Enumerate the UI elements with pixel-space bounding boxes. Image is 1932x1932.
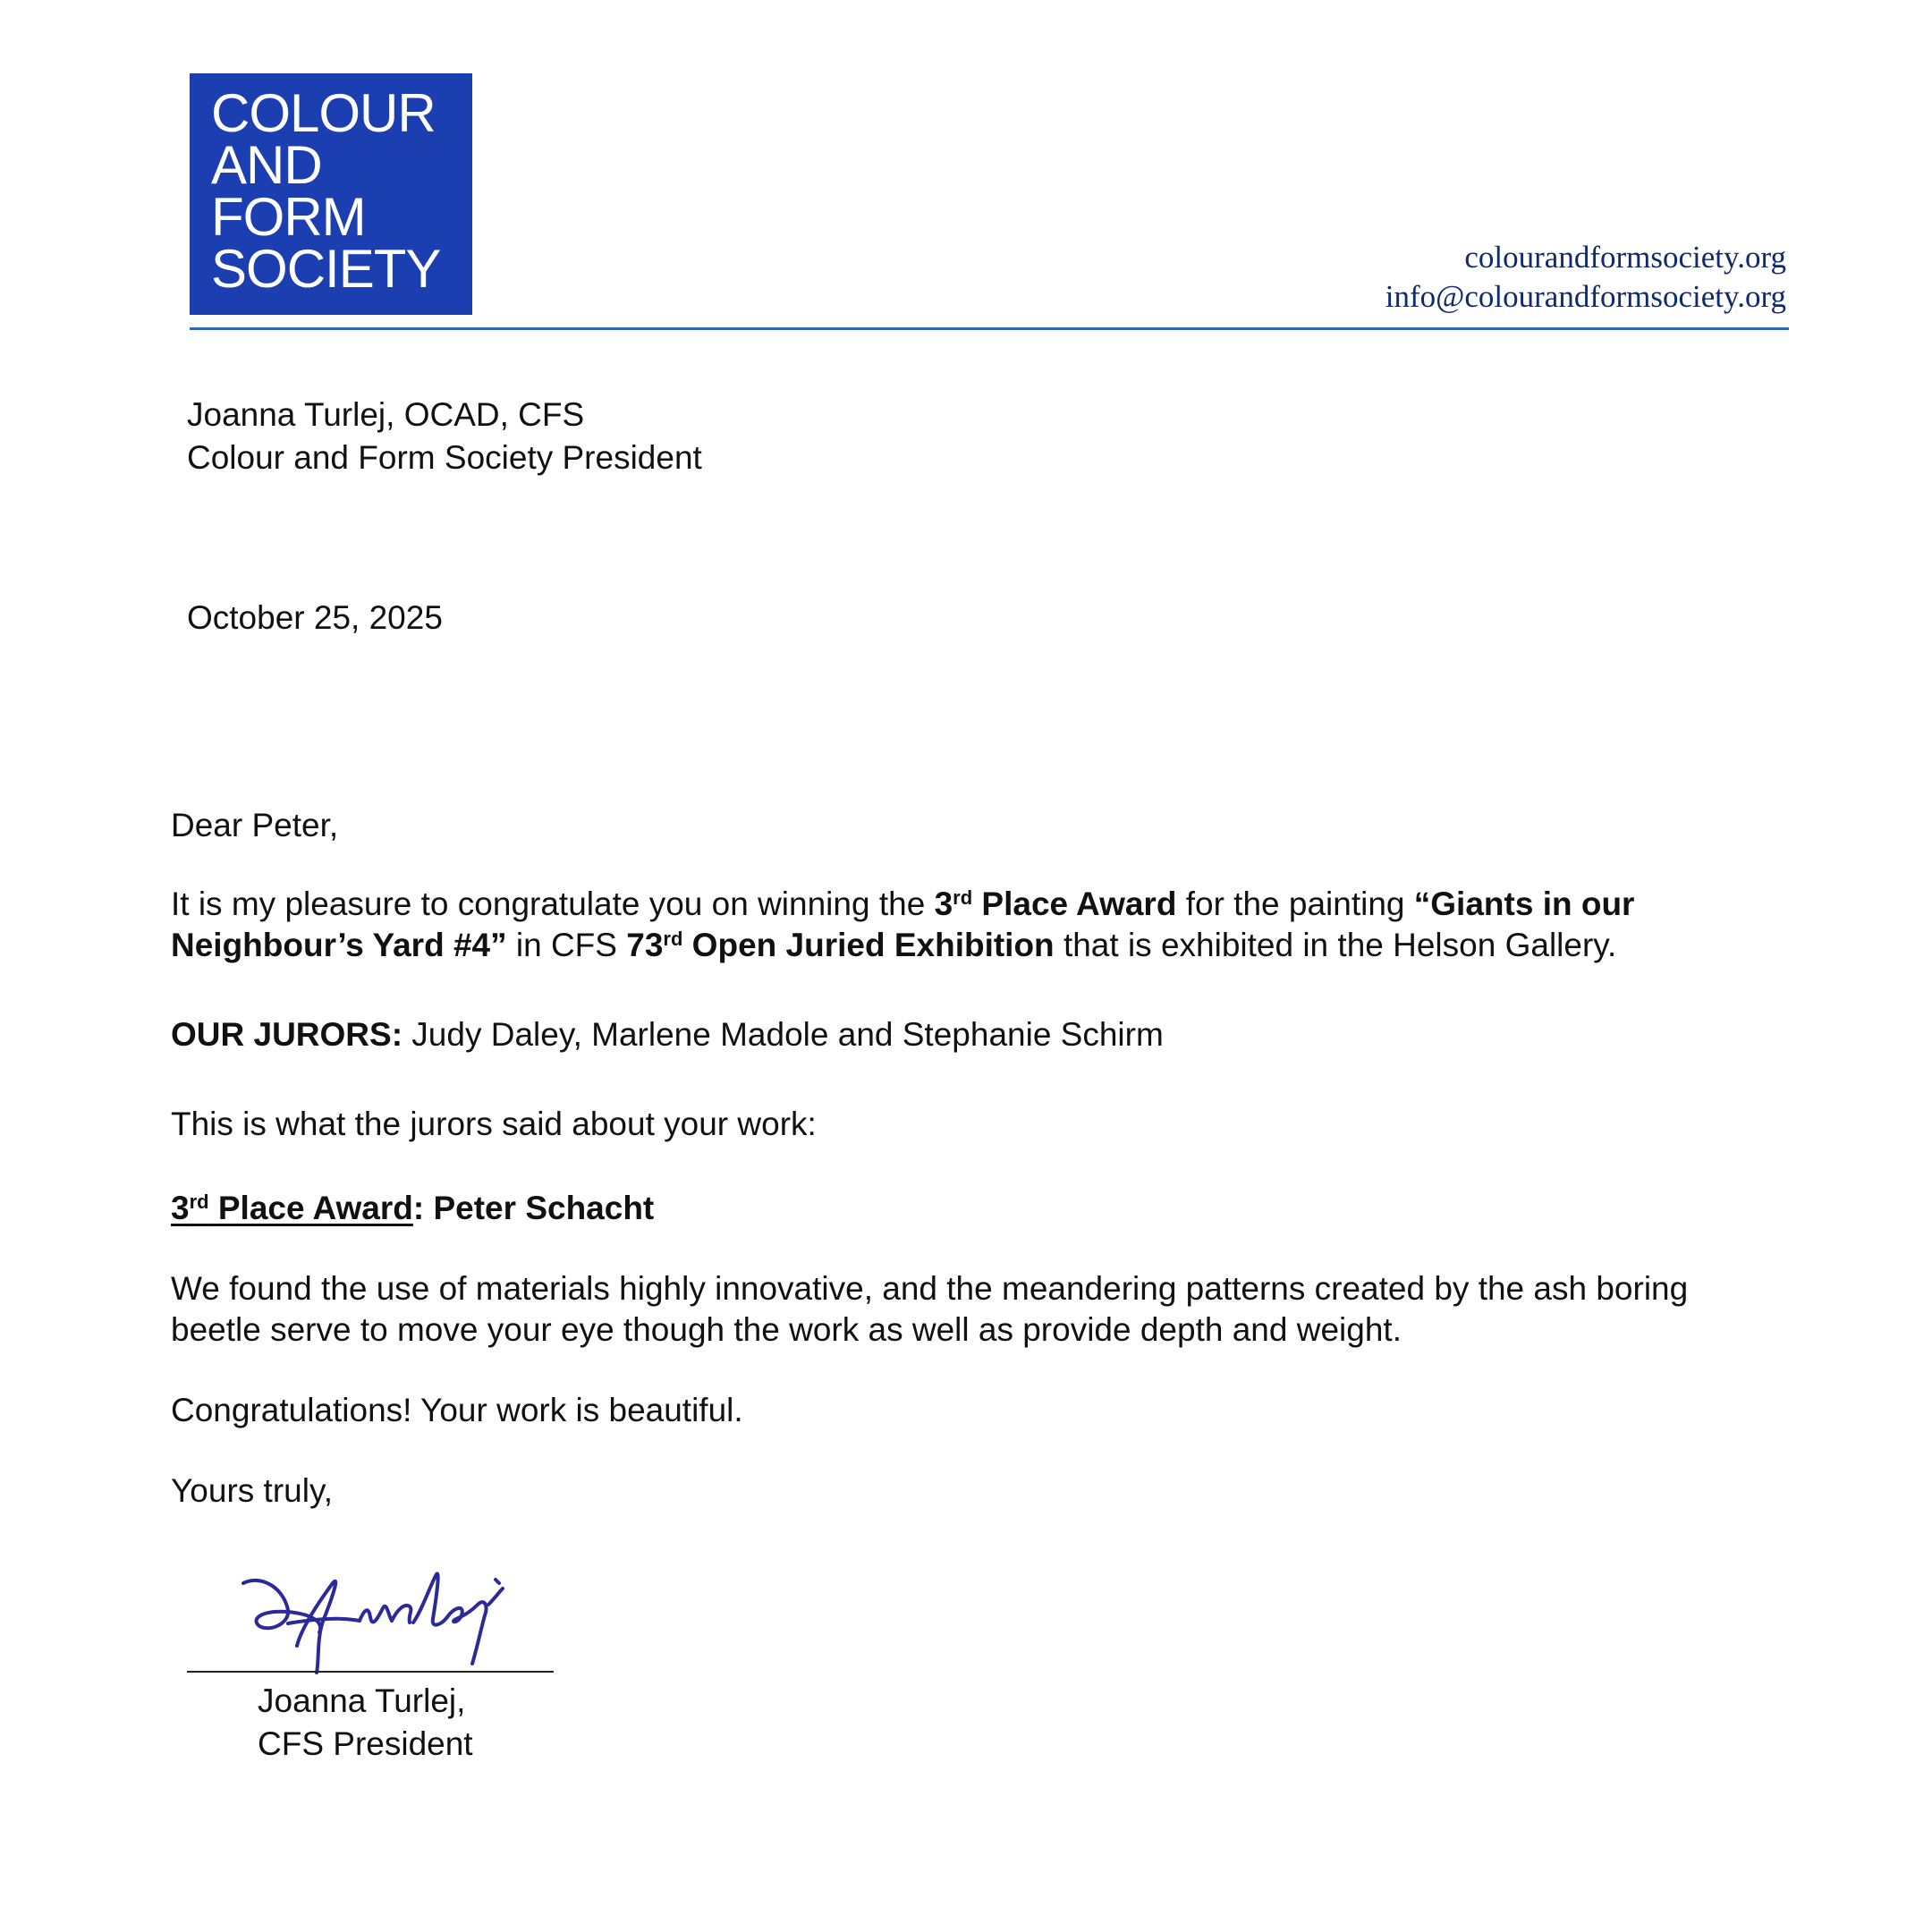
signature-line — [187, 1671, 554, 1673]
painting-title: “Giants in our Neighbour’s Yard #4” — [171, 886, 1635, 963]
congratulations-line: Congratulations! Your work is beautiful. — [171, 1392, 743, 1428]
signature-image — [234, 1547, 574, 1682]
award-heading-label: 3rd Place Award — [171, 1190, 413, 1226]
logo-line-1: COLOUR — [211, 83, 436, 143]
signer-title: CFS President — [258, 1725, 473, 1762]
para-text: in CFS — [506, 927, 627, 963]
contact-block — [1385, 238, 1786, 317]
sender-title: Colour and Form Society President — [187, 439, 702, 476]
sender-block — [187, 394, 702, 479]
email-link[interactable]: info@colourandformsociety.org — [1385, 279, 1786, 314]
signer-name: Joanna Turlej, — [258, 1682, 466, 1719]
logo-line-4: SOCIETY — [211, 239, 441, 299]
signature-block — [258, 1680, 473, 1766]
logo-line-2: AND — [211, 135, 322, 195]
jurors-line — [171, 1014, 1164, 1055]
jurors-names: Judy Daley, Marlene Madole and Stephanie Schirm — [402, 1016, 1164, 1053]
logo-line-3: FORM — [211, 187, 366, 247]
closing-line: Yours truly, — [171, 1472, 333, 1509]
letter-date: October 25, 2025 — [187, 599, 443, 636]
para-text: It is my pleasure to congratulate you on winning the — [171, 886, 935, 922]
website-link[interactable]: colourandformsociety.org — [1464, 240, 1786, 275]
para-text: that is exhibited in the Helson Gallery. — [1054, 927, 1617, 963]
award-heading: 3rd Place Award: Peter Schacht — [171, 1190, 655, 1226]
jurors-label: OUR JURORS: — [171, 1016, 403, 1053]
juror-comment: We found the use of materials highly innovative, and the meandering patterns created by the ash boring beetle serve to move your eye though the work as well as provide depth and weight. — [171, 1270, 1689, 1348]
greeting: Dear Peter, — [171, 807, 339, 843]
cfs-logo — [190, 73, 472, 315]
exhibition-name: 73rd Open Juried Exhibition — [626, 927, 1055, 963]
award-name: 3rd Place Award — [934, 886, 1177, 922]
award-paragraph — [171, 884, 1781, 966]
jurors-intro: This is what the jurors said about your work: — [171, 1106, 817, 1142]
sender-name: Joanna Turlej, OCAD, CFS — [187, 396, 585, 433]
para-text: for the painting — [1176, 886, 1414, 922]
header-divider — [190, 327, 1789, 330]
winner-name: Peter Schacht — [433, 1190, 655, 1226]
